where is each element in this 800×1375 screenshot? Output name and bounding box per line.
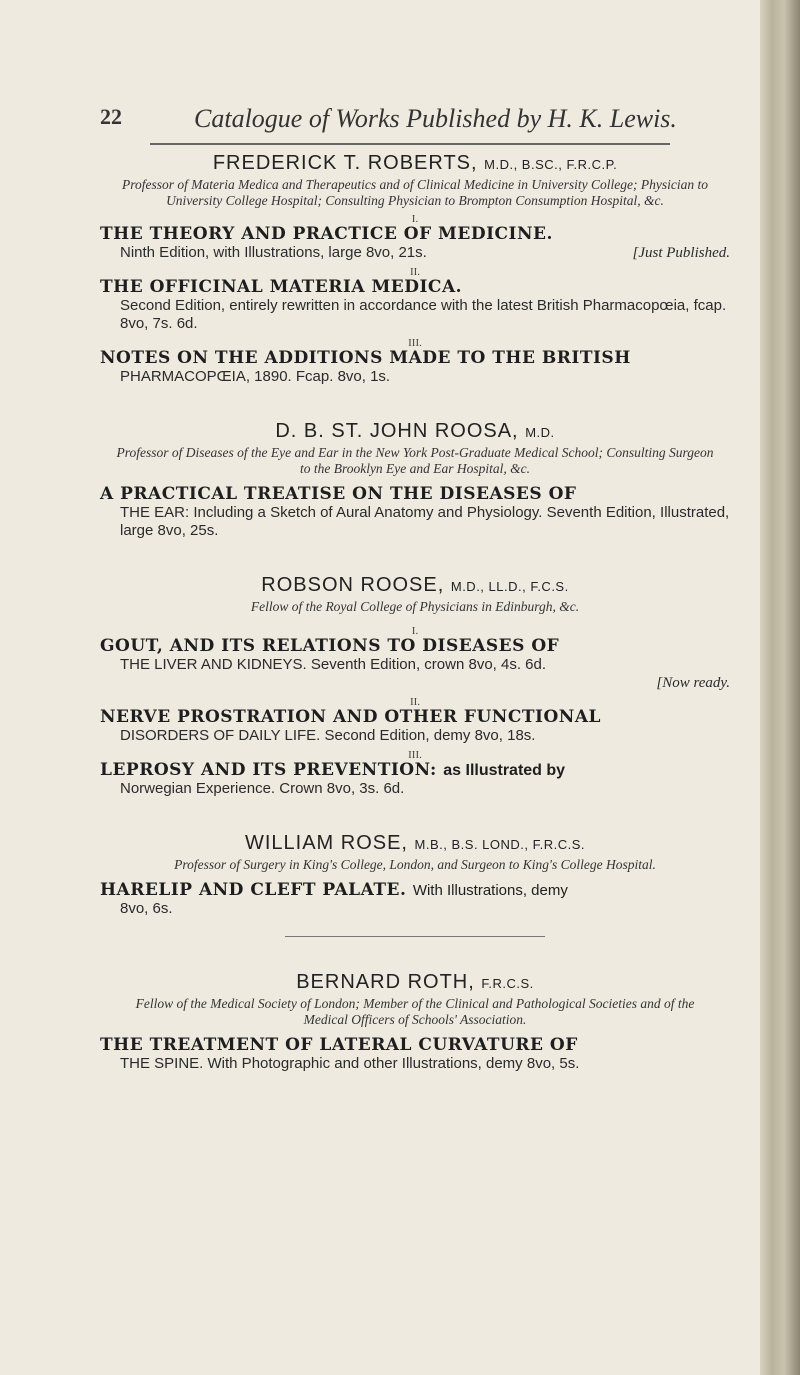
author-name: WILLIAM ROSE, xyxy=(244,832,408,854)
author-section-rose xyxy=(100,832,730,937)
book-numeral: II. xyxy=(409,696,421,708)
book-title: THE THEORY AND PRACTICE OF MEDICINE. xyxy=(100,224,553,244)
catalogue-title: Catalogue of Works Published by H. K. Lewis. xyxy=(194,104,677,133)
author-heading xyxy=(100,971,730,994)
book-entry xyxy=(100,337,730,386)
book-numeral: I. xyxy=(411,213,419,225)
author-credentials: Professor of Surgery in King's College, London, and Surgeon to King's College Hospital. xyxy=(174,857,656,872)
publication-status: [Now ready. xyxy=(656,675,730,691)
book-entry xyxy=(100,749,730,798)
author-credentials: Professor of Diseases of the Eye and Ear in the New York Post-Graduate Medical School; Consulting Surgeon to the Brooklyn Eye and Ear Hospital, &c. xyxy=(116,445,714,476)
author-credentials: Fellow of the Royal College of Physicians in Edinburgh, &c. xyxy=(250,599,580,614)
book-description xyxy=(100,244,730,262)
book-entry xyxy=(100,696,730,745)
book-entry xyxy=(100,485,730,540)
author-credentials: Fellow of the Medical Society of London; Member of the Clinical and Pathological Societies and of the Medical Officers of Schools' Association. xyxy=(135,996,695,1027)
running-head xyxy=(100,104,740,138)
author-degrees: M.D. xyxy=(525,425,555,440)
book-numeral: III. xyxy=(408,337,422,349)
page-number: 22 xyxy=(100,104,122,129)
author-degrees: F.R.C.S. xyxy=(481,976,534,991)
book-title-text: LEPROSY AND ITS PREVENTION: xyxy=(100,760,437,780)
book-inline-description: With Illustrations, demy xyxy=(412,882,568,899)
book-entry xyxy=(100,881,730,918)
book-numeral: I. xyxy=(411,625,419,637)
section-divider xyxy=(285,936,545,937)
author-degrees: M.B., B.S. LOND., F.R.C.S. xyxy=(414,837,586,852)
book-title: A PRACTICAL TREATISE ON THE DISEASES OF xyxy=(100,484,577,504)
author-degrees: M.D., LL.D., F.C.S. xyxy=(450,579,569,594)
book-title xyxy=(100,761,730,780)
book-description-text: Ninth Edition, with Illustrations, large 8vo, 21s. xyxy=(120,244,427,261)
author-name: BERNARD ROTH, xyxy=(296,971,475,993)
book-description: 8vo, 6s. xyxy=(120,900,173,917)
book-description: THE LIVER AND KIDNEYS. Seventh Edition, crown 8vo, 4s. 6d. xyxy=(120,656,547,673)
author-degrees: M.D., B.SC., F.R.C.P. xyxy=(484,157,618,172)
book-description: Norwegian Experience. Crown 8vo, 3s. 6d. xyxy=(120,780,405,797)
book-entry xyxy=(100,1036,730,1073)
publication-status: [Just Published. xyxy=(632,245,730,261)
author-heading xyxy=(100,832,730,855)
book-entry xyxy=(100,213,730,262)
author-heading xyxy=(100,420,730,443)
book-title xyxy=(100,881,730,900)
book-entry xyxy=(100,625,730,692)
book-title: NERVE PROSTRATION AND OTHER FUNCTIONAL xyxy=(100,707,601,727)
book-title: GOUT, AND ITS RELATIONS TO DISEASES OF xyxy=(100,636,560,656)
book-description: PHARMACOPŒIA, 1890. Fcap. 8vo, 1s. xyxy=(120,368,391,385)
author-section-roosa xyxy=(100,420,730,540)
book-description: THE SPINE. With Photographic and other Illustrations, demy 8vo, 5s. xyxy=(120,1055,580,1072)
author-name: ROBSON ROOSE, xyxy=(261,574,445,596)
book-title-text: HARELIP AND CLEFT PALATE. xyxy=(100,880,407,900)
book-description: DISORDERS OF DAILY LIFE. Second Edition, demy 8vo, 18s. xyxy=(120,727,536,744)
author-heading xyxy=(100,574,730,597)
author-heading xyxy=(100,152,730,175)
book-description: Second Edition, entirely rewritten in accordance with the latest British Pharmacopœia, fcap. 8vo, 7s. 6d. xyxy=(120,297,727,332)
book-description: THE EAR: Including a Sketch of Aural Anatomy and Physiology. Seventh Edition, Illustrated, large 8vo, 25s. xyxy=(120,504,730,539)
book-title: NOTES ON THE ADDITIONS MADE TO THE BRITISH xyxy=(100,348,631,368)
book-title: THE OFFICINAL MATERIA MEDICA. xyxy=(100,277,463,297)
catalogue-content xyxy=(100,152,730,1075)
book-entry xyxy=(100,266,730,333)
author-name: FREDERICK T. ROBERTS, xyxy=(212,152,478,174)
author-name: D. B. ST. JOHN ROOSA, xyxy=(275,420,519,442)
author-section-roose xyxy=(100,574,730,798)
author-section-roberts xyxy=(100,152,730,386)
page-edge xyxy=(760,0,800,1375)
book-numeral: III. xyxy=(408,749,422,761)
book-numeral: II. xyxy=(409,266,421,278)
book-title-tail: as Illustrated by xyxy=(443,762,566,779)
author-section-roth xyxy=(100,971,730,1073)
header-rule xyxy=(150,143,670,145)
book-title: THE TREATMENT OF LATERAL CURVATURE OF xyxy=(100,1035,578,1055)
author-credentials: Professor of Materia Medica and Therapeutics and of Clinical Medicine in University College; Physician to University College Hospital; Consulting Physician to Brompton Consumption Hospital, &c. xyxy=(122,177,708,208)
